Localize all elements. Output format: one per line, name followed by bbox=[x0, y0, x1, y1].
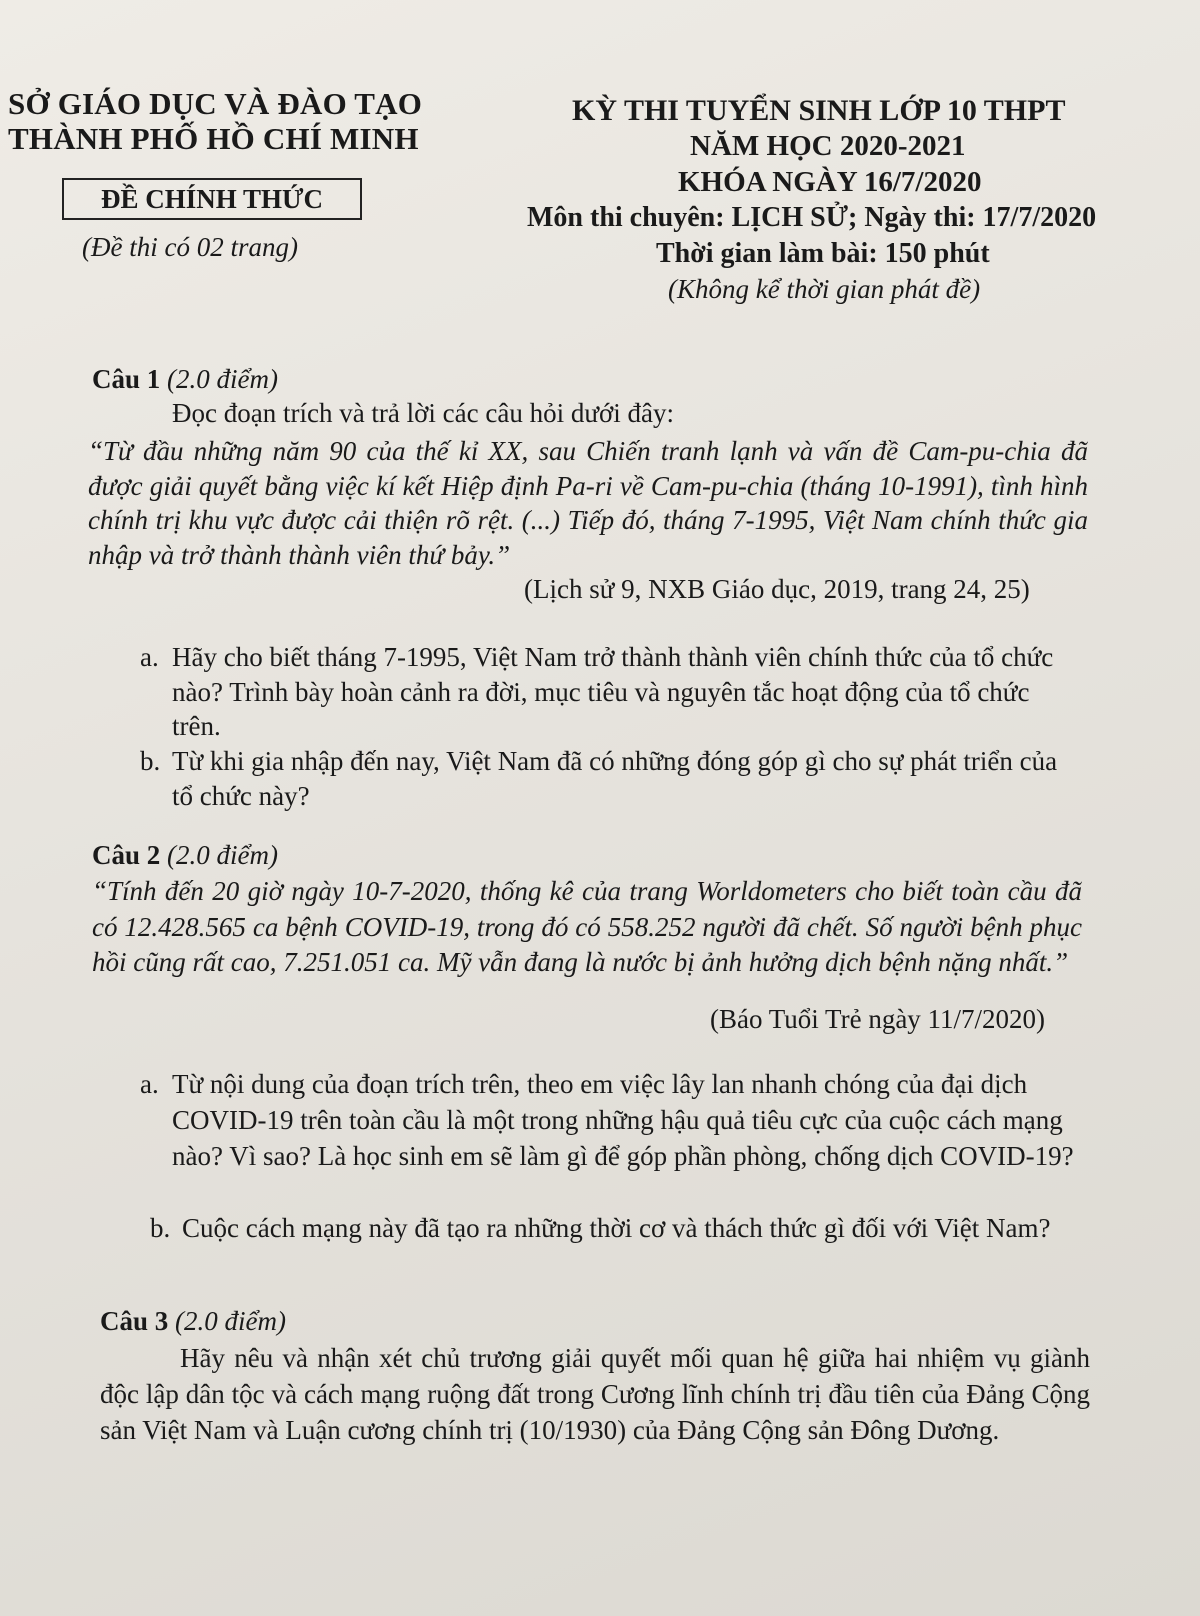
part-a-text: Từ nội dung của đoạn trích trên, theo em việc lây lan nhanh chóng của đại dịch COVID-19 trên toàn cầu là một trong những hậu quả tiêu cực của cuộc cách mạng nào? Vì sao? Là học sinh em sẽ làm gì để góp phần phòng, chống dịch COVID-19? bbox=[172, 1069, 1074, 1171]
part-a-text: Hãy cho biết tháng 7-1995, Việt Nam trở thành thành viên chính thức của tổ chức nào? Trình bày hoàn cảnh ra đời, mục tiêu và nguyên tắc hoạt động của tổ chức trên. bbox=[172, 642, 1054, 741]
official-exam-box: ĐỀ CHÍNH THỨC bbox=[62, 178, 362, 220]
question-3-label: Câu 3 bbox=[100, 1306, 169, 1336]
page-count-note: (Đề thi có 02 trang) bbox=[82, 232, 298, 262]
question-1-quote: “Từ đầu những năm 90 của thế kỉ XX, sau Chiến tranh lạnh và vấn đề Cam-pu-chia đã được giải quyết bằng việc kí kết Hiệp định Pa-ri về Cam-pu-chia (tháng 10-1991), tình hình chính trị khu vực được cải thiện rõ rệt. (...) Tiếp đó, tháng 7-1995, Việt Nam chính thức gia nhập và trở thành thành viên thứ bảy.” bbox=[88, 436, 1088, 570]
question-2-label: Câu 2 bbox=[92, 840, 161, 870]
question-1-title bbox=[92, 364, 278, 395]
part-b-label: b. bbox=[150, 1213, 171, 1243]
question-2-part-b bbox=[150, 1210, 1080, 1246]
department-name: SỞ GIÁO DỤC VÀ ĐÀO TẠO bbox=[8, 86, 423, 121]
question-2-part-a bbox=[140, 1066, 1080, 1174]
exam-title: KỲ THI TUYỂN SINH LỚP 10 THPT bbox=[572, 94, 1066, 127]
question-2-title bbox=[92, 840, 278, 871]
question-3-body: Hãy nêu và nhận xét chủ trương giải quyết mối quan hệ giữa hai nhiệm vụ giành độc lập dân tộc và cách mạng ruộng đất trong Cương lĩnh chính trị đầu tiên của Đảng Cộng sản Việt Nam và Luận cương chính trị (10/1930) của Đảng Cộng sản Đông Dương. bbox=[100, 1343, 1090, 1445]
subject-and-date: Môn thi chuyên: LỊCH SỬ; Ngày thi: 17/7/2020 bbox=[527, 202, 1097, 233]
time-note: (Không kể thời gian phát đề) bbox=[668, 274, 981, 304]
part-b-label: b. bbox=[140, 746, 161, 776]
question-1-part-b bbox=[140, 744, 1080, 813]
question-1-points: (2.0 điểm) bbox=[167, 364, 278, 394]
city-name: THÀNH PHỐ HỒ CHÍ MINH bbox=[8, 121, 419, 156]
question-3-points: (2.0 điểm) bbox=[175, 1306, 286, 1336]
exam-session-date: KHÓA NGÀY 16/7/2020 bbox=[678, 166, 982, 198]
time-limit: Thời gian làm bài: 150 phút bbox=[656, 238, 990, 269]
question-2-points: (2.0 điểm) bbox=[167, 840, 278, 870]
part-a-label: a. bbox=[140, 1069, 159, 1099]
question-1-label: Câu 1 bbox=[92, 364, 161, 394]
question-1-intro: Đọc đoạn trích và trả lời các câu hỏi dưới đây: bbox=[172, 398, 675, 428]
school-year: NĂM HỌC 2020-2021 bbox=[690, 130, 966, 162]
question-2-quote: “Tính đến 20 giờ ngày 10-7-2020, thống kê của trang Worldometers cho biết toàn cầu đã có 12.428.565 ca bệnh COVID-19, trong đó có 558.252 người đã chết. Số người bệnh phục hồi cũng rất cao, 7.251.051 ca. Mỹ vẫn đang là nước bị ảnh hưởng dịch bệnh nặng nhất.” bbox=[92, 876, 1082, 977]
question-1-part-a bbox=[140, 640, 1070, 744]
question-3-title bbox=[100, 1306, 286, 1337]
question-3-text bbox=[100, 1340, 1090, 1448]
question-2-source: (Báo Tuổi Trẻ ngày 11/7/2020) bbox=[710, 1004, 1046, 1034]
part-b-text: Cuộc cách mạng này đã tạo ra những thời cơ và thách thức gì đối với Việt Nam? bbox=[182, 1213, 1051, 1243]
part-a-label: a. bbox=[140, 642, 159, 672]
part-b-text: Từ khi gia nhập đến nay, Việt Nam đã có những đóng góp gì cho sự phát triển của tổ chức này? bbox=[172, 746, 1058, 811]
question-1-source: (Lịch sử 9, NXB Giáo dục, 2019, trang 24, 25) bbox=[524, 574, 1030, 604]
